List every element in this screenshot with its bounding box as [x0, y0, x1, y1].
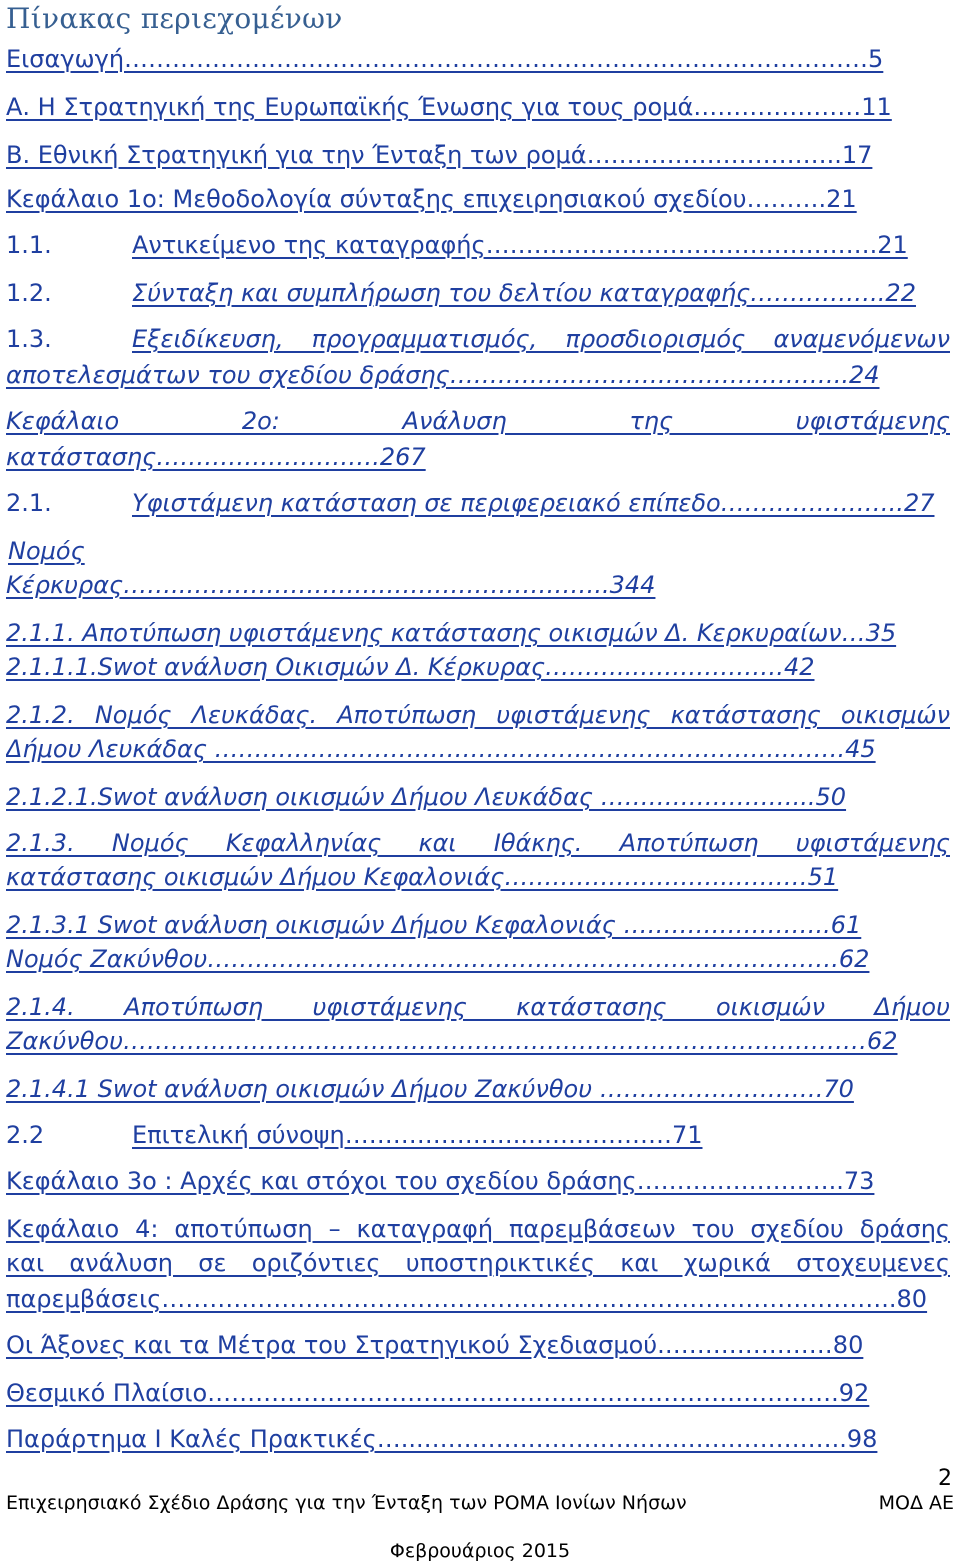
toc-link-1-2[interactable]	[6, 276, 950, 310]
toc-link-1-1[interactable]	[6, 228, 950, 262]
toc-title: Σύνταξη και συμπλήρωση του δελτίου καταγραφής……………..22	[132, 279, 916, 307]
toc-link-national-strategy[interactable]: Β. Εθνική Στρατηγική για την Ένταξη των ρομά…………………………..17	[6, 141, 873, 169]
toc-number: 1.1.	[6, 231, 52, 259]
toc-link-1-3-cont[interactable]: αποτελεσμάτων του σχεδίου δράσης…………………………………………..24	[6, 361, 880, 389]
toc-number: 1.2.	[6, 279, 52, 307]
toc-link-2-1-4-1[interactable]: 2.1.4.1 Swot ανάλυση οικισμών Δήμου Ζακύνθου ……………………….70	[6, 1075, 854, 1103]
toc-link-chapter-1[interactable]: Κεφάλαιο 1ο: Μεθοδολογία σύνταξης επιχειρησιακού σχεδίου……….21	[6, 185, 857, 213]
toc-link-chapter-4-cont[interactable]: και ανάλυση σε οριζόντιες υποστηρικτικές και χωρικά στοχευμενες	[6, 1249, 950, 1277]
toc-link-chapter-4-end[interactable]: παρεμβάσεις………………………………………………………………………………..80	[6, 1285, 928, 1313]
toc-number: 2.1.	[6, 489, 52, 517]
footer-company: ΜΟΔ ΑΕ	[878, 1492, 954, 1514]
toc-link-corfu-cont[interactable]: Κέρκυρας……..……………………………………………..344	[6, 571, 656, 599]
toc-link-chapter-3[interactable]: Κεφάλαιο 3ο : Αρχές και στόχοι του σχεδίου δράσης……………………..73	[6, 1167, 875, 1195]
toc-number: 1.3.	[6, 325, 52, 353]
toc-link-legal-framework[interactable]: Θεσμικό Πλαίσιο…………………………………………………………………….92	[6, 1379, 870, 1407]
toc-link-appendix-1[interactable]: Παράρτημα Ι Καλές Πρακτικές…...……………………………………………..98	[6, 1425, 878, 1453]
toc-number: 2.2	[6, 1121, 45, 1149]
toc-link-2-1-2-1[interactable]: 2.1.2.1.Swot ανάλυση οικισμών Δήμου Λευκάδας ……………………...50	[6, 783, 847, 811]
toc-link-corfu[interactable]: Νομός	[8, 537, 85, 565]
toc-link-2-1-3-cont[interactable]: κατάστασης οικισμών Δήμου Κεφαλονιάς………………………..………51	[6, 863, 839, 891]
toc-link-2-1-4-cont[interactable]: Ζακύνθου…………………………………………………………………………………62	[6, 1027, 898, 1055]
toc-link-2-1-1[interactable]: 2.1.1. Αποτύπωση υφιστάμενης κατάστασης οικισμών Δ. Κερκυραίων…35	[6, 619, 897, 647]
toc-heading: Πίνακας περιεχομένων	[6, 2, 343, 35]
toc-link-chapter-2[interactable]: Κεφάλαιο 2ο: Ανάλυση της υφιστάμενης	[6, 407, 950, 435]
toc-link-2-1[interactable]	[6, 486, 950, 520]
toc-link-2-1-3[interactable]: 2.1.3. Νομός Κεφαλληνίας και Ιθάκης. Αποτύπωση υφιστάμενης	[6, 829, 950, 857]
toc-title: Εξειδίκευση, προγραμματισμός, προσδιορισμός αναμενόμενων	[132, 325, 950, 353]
toc-link-2-2[interactable]	[6, 1118, 950, 1152]
toc-link-chapter-2-cont[interactable]: κατάστασης……………………….267	[6, 443, 426, 471]
toc-title: Αντικείμενο της καταγραφής………………………………………….21	[132, 231, 908, 259]
toc-title: Υφιστάμενη κατάσταση σε περιφερειακό επίπεδο…………………..27	[132, 489, 935, 517]
toc-link-2-1-2-cont[interactable]: Δήμου Λευκάδας ……………………………………………………………...…….45	[6, 735, 876, 763]
toc-link-zakynthos[interactable]: Νομός Ζακύνθου…………………………………………………………………….62	[6, 945, 870, 973]
toc-title: Επιτελική σύνοψη…………………..………………71	[132, 1121, 703, 1149]
toc-link-2-1-1-1[interactable]: 2.1.1.1.Swot ανάλυση Οικισμών Δ. Κέρκυρας………..……………….42	[6, 653, 815, 681]
toc-link-1-3[interactable]	[6, 322, 950, 356]
footer-date: Φεβρουάριος 2015	[389, 1540, 571, 1562]
toc-link-axes-measures[interactable]: Οι Άξονες και τα Μέτρα του Στρατηγικού Σχεδιασμού.…………………80	[6, 1331, 864, 1359]
toc-link-2-1-3-1[interactable]: 2.1.3.1 Swot ανάλυση οικισμών Δήμου Κεφαλονιάς ……………………..61	[6, 911, 862, 939]
toc-link-chapter-4[interactable]: Κεφάλαιο 4: αποτύπωση – καταγραφή παρεμβάσεων του σχεδίου δράσης	[6, 1215, 950, 1243]
toc-link-introduction[interactable]: Εισαγωγή…………………………………………………………………………………5	[6, 45, 884, 73]
footer-document-title: Επιχειρησιακό Σχέδιο Δράσης για την Ένταξη των ΡΟΜΑ Ιονίων Νήσων	[6, 1492, 687, 1514]
toc-link-2-1-4[interactable]: 2.1.4. Αποτύπωση υφιστάμενης κατάστασης οικισμών Δήμου	[6, 993, 950, 1021]
toc-link-2-1-2[interactable]: 2.1.2. Νομός Λευκάδας. Αποτύπωση υφιστάμενης κατάστασης οικισμών	[6, 701, 950, 729]
page-number: 2	[938, 1466, 952, 1491]
toc-link-eu-strategy[interactable]: Α. Η Στρατηγική της Ευρωπαϊκής Ένωσης για τους ρομά…………………11	[6, 93, 892, 121]
